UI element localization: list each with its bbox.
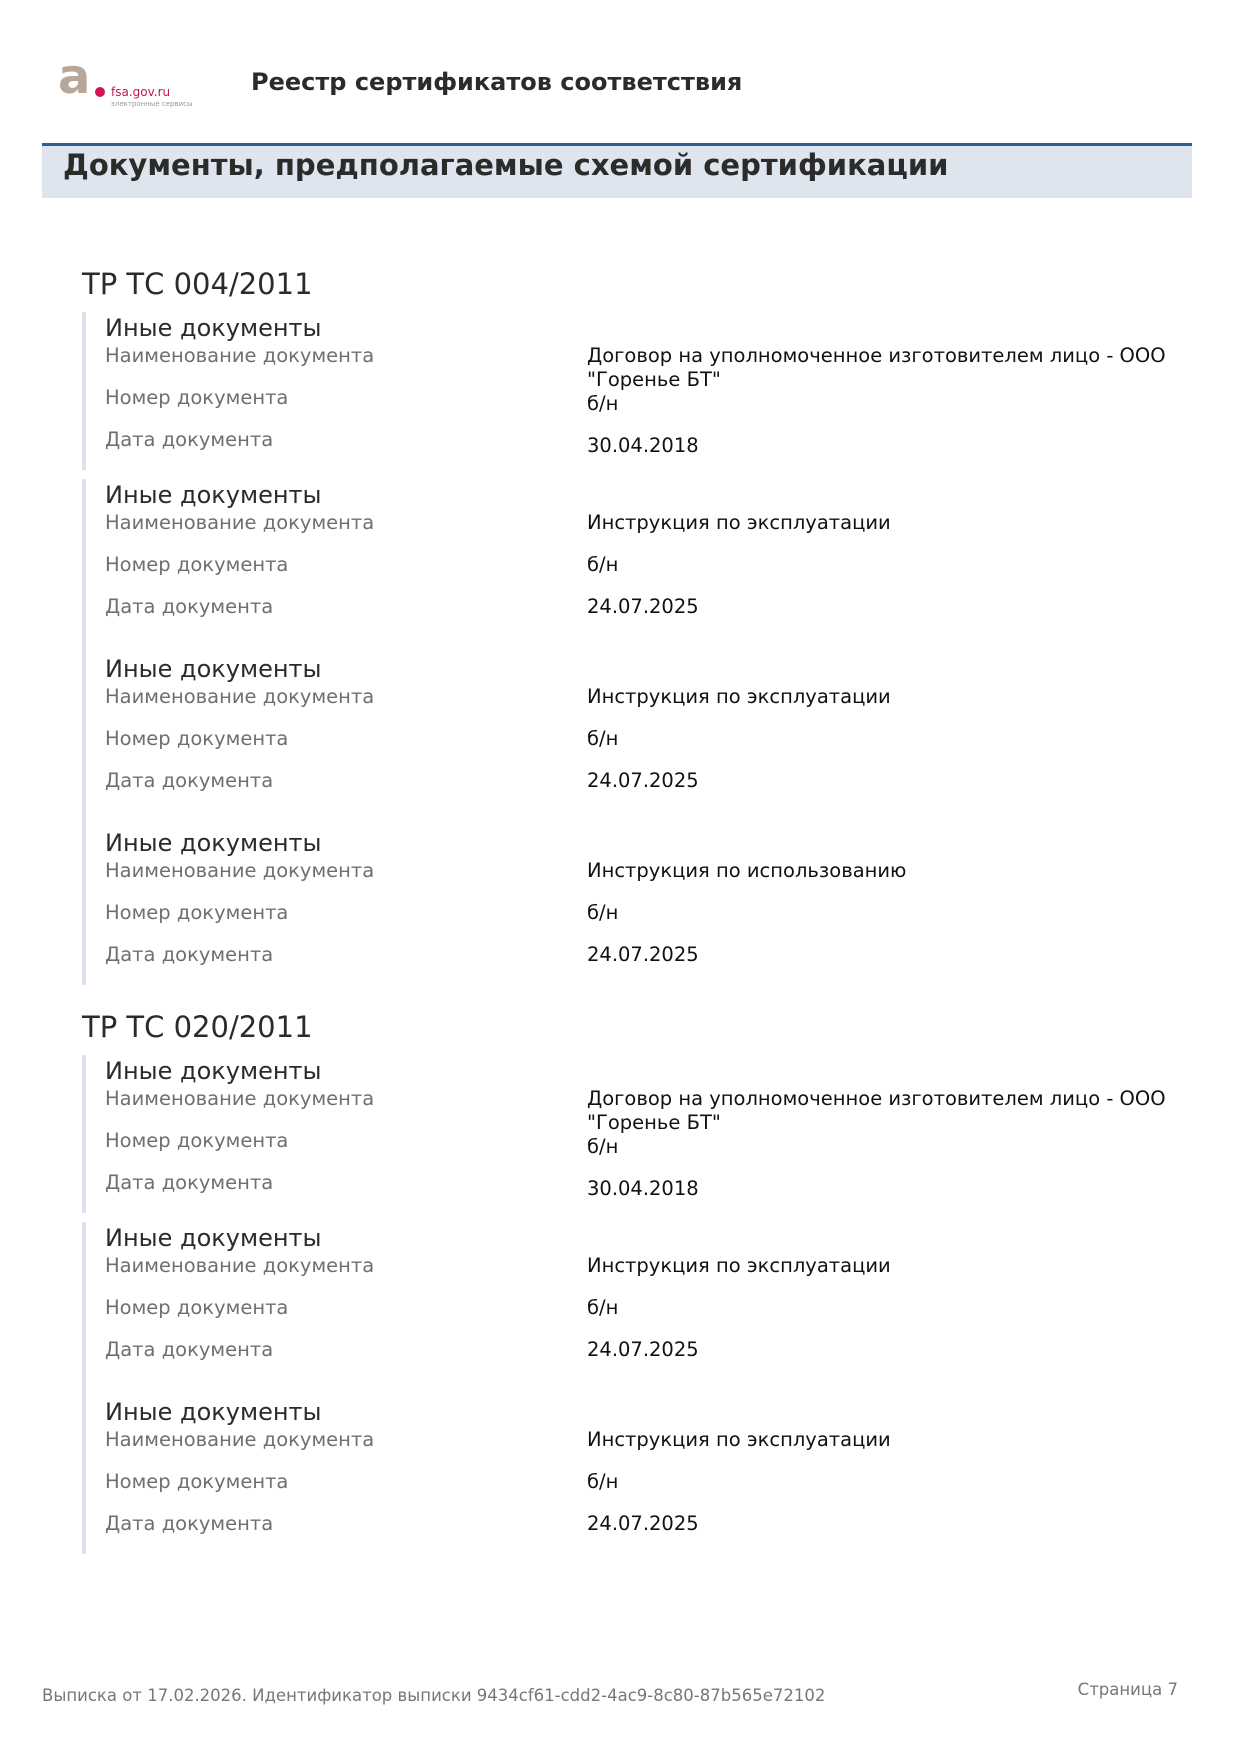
document-group bbox=[82, 1222, 1212, 1554]
document-group bbox=[82, 312, 1212, 470]
document-date-value: 24.07.2025 bbox=[587, 1512, 699, 1535]
svg-text:a: a bbox=[58, 56, 91, 105]
section-banner bbox=[42, 143, 1192, 198]
document-group bbox=[82, 479, 1212, 985]
document-name-value: Инструкция по использованию bbox=[587, 859, 907, 882]
document-number-label: Номер документа bbox=[105, 386, 289, 409]
document-date-row bbox=[105, 595, 1212, 637]
document-name-label: Наименование документа bbox=[105, 685, 375, 708]
document-name-row bbox=[105, 685, 1212, 727]
document-entry bbox=[105, 1055, 1212, 1213]
regulation-block bbox=[82, 264, 1212, 985]
document-heading: Иные документы bbox=[105, 481, 322, 509]
document-name-label: Наименование документа bbox=[105, 511, 375, 534]
document-group bbox=[82, 1055, 1212, 1213]
document-name-value: Инструкция по эксплуатации bbox=[587, 685, 891, 708]
document-number-label: Номер документа bbox=[105, 901, 289, 924]
document-entry bbox=[105, 1396, 1212, 1554]
documents-content bbox=[82, 264, 1212, 1554]
document-date-label: Дата документа bbox=[105, 1512, 274, 1535]
document-date-row bbox=[105, 1512, 1212, 1554]
document-number-value: б/н bbox=[587, 1470, 619, 1493]
registry-title: Реестр сертификатов соответствия bbox=[251, 68, 743, 96]
document-name-row bbox=[105, 344, 1212, 391]
document-name-value: Инструкция по эксплуатации bbox=[587, 1254, 891, 1277]
document-entry bbox=[105, 312, 1212, 470]
document-date-value: 30.04.2018 bbox=[587, 1177, 699, 1200]
document-date-value: 24.07.2025 bbox=[587, 1338, 699, 1361]
regulation-block bbox=[82, 1007, 1212, 1554]
document-number-value: б/н bbox=[587, 1296, 619, 1319]
document-name-value: Инструкция по эксплуатации bbox=[587, 511, 891, 534]
document-date-value: 24.07.2025 bbox=[587, 595, 699, 618]
logo-subtext: электронные сервисы bbox=[111, 100, 193, 108]
document-number-value: б/н bbox=[587, 901, 619, 924]
document-heading: Иные документы bbox=[105, 1057, 322, 1085]
document-entry bbox=[105, 1222, 1212, 1380]
document-date-row bbox=[105, 428, 1212, 470]
document-entry bbox=[105, 653, 1212, 811]
document-date-row bbox=[105, 1338, 1212, 1380]
document-name-row bbox=[105, 1254, 1212, 1296]
document-date-value: 30.04.2018 bbox=[587, 434, 699, 457]
document-heading: Иные документы bbox=[105, 829, 322, 857]
document-name-label: Наименование документа bbox=[105, 344, 375, 367]
document-number-label: Номер документа bbox=[105, 553, 289, 576]
document-number-row bbox=[105, 1296, 1212, 1338]
page-number: Страница 7 bbox=[1077, 1680, 1178, 1699]
document-number-value: б/н bbox=[587, 553, 619, 576]
document-name-label: Наименование документа bbox=[105, 1428, 375, 1451]
document-date-value: 24.07.2025 bbox=[587, 943, 699, 966]
document-name-row bbox=[105, 1087, 1212, 1134]
document-heading: Иные документы bbox=[105, 314, 322, 342]
extract-info: Выписка от 17.02.2026. Идентификатор выписки 9434cf61-cdd2-4ac9-8c80-87b565e72102 bbox=[42, 1686, 826, 1705]
document-heading: Иные документы bbox=[105, 1398, 322, 1426]
document-date-row bbox=[105, 1171, 1212, 1213]
document-name-row bbox=[105, 1428, 1212, 1470]
document-number-row bbox=[105, 1129, 1212, 1171]
document-date-row bbox=[105, 943, 1212, 985]
document-number-label: Номер документа bbox=[105, 1129, 289, 1152]
document-date-label: Дата документа bbox=[105, 595, 274, 618]
document-number-row bbox=[105, 727, 1212, 769]
document-date-label: Дата документа bbox=[105, 1338, 274, 1361]
document-date-value: 24.07.2025 bbox=[587, 769, 699, 792]
regulation-title: ТР ТС 004/2011 bbox=[82, 267, 313, 301]
document-number-value: б/н bbox=[587, 727, 619, 750]
document-number-label: Номер документа bbox=[105, 1296, 289, 1319]
document-name-row bbox=[105, 511, 1212, 553]
document-name-value: Договор на уполномоченное изготовителем лицо - ООО "Горенье БТ" bbox=[587, 344, 1166, 391]
logo-text: fsa.gov.ru bbox=[111, 85, 171, 99]
document-name-value: Договор на уполномоченное изготовителем лицо - ООО "Горенье БТ" bbox=[587, 1087, 1166, 1134]
document-heading: Иные документы bbox=[105, 1224, 322, 1252]
document-name-label: Наименование документа bbox=[105, 1087, 375, 1110]
document-date-label: Дата документа bbox=[105, 769, 274, 792]
document-number-row bbox=[105, 901, 1212, 943]
document-name-value: Инструкция по эксплуатации bbox=[587, 1428, 891, 1451]
document-number-label: Номер документа bbox=[105, 727, 289, 750]
document-name-label: Наименование документа bbox=[105, 859, 375, 882]
document-number-row bbox=[105, 1470, 1212, 1512]
document-number-value: б/н bbox=[587, 392, 619, 415]
document-heading: Иные документы bbox=[105, 655, 322, 683]
document-number-value: б/н bbox=[587, 1135, 619, 1158]
document-date-row bbox=[105, 769, 1212, 811]
document-number-row bbox=[105, 553, 1212, 595]
document-number-label: Номер документа bbox=[105, 1470, 289, 1493]
fsa-logo bbox=[58, 56, 208, 112]
document-date-label: Дата документа bbox=[105, 428, 274, 451]
regulation-title: ТР ТС 020/2011 bbox=[82, 1010, 313, 1044]
section-title: Документы, предполагаемые схемой сертификации bbox=[63, 148, 949, 182]
document-name-row bbox=[105, 859, 1212, 901]
document-name-label: Наименование документа bbox=[105, 1254, 375, 1277]
document-date-label: Дата документа bbox=[105, 943, 274, 966]
document-number-row bbox=[105, 386, 1212, 428]
document-date-label: Дата документа bbox=[105, 1171, 274, 1194]
document-entry bbox=[105, 827, 1212, 985]
document-entry bbox=[105, 479, 1212, 637]
